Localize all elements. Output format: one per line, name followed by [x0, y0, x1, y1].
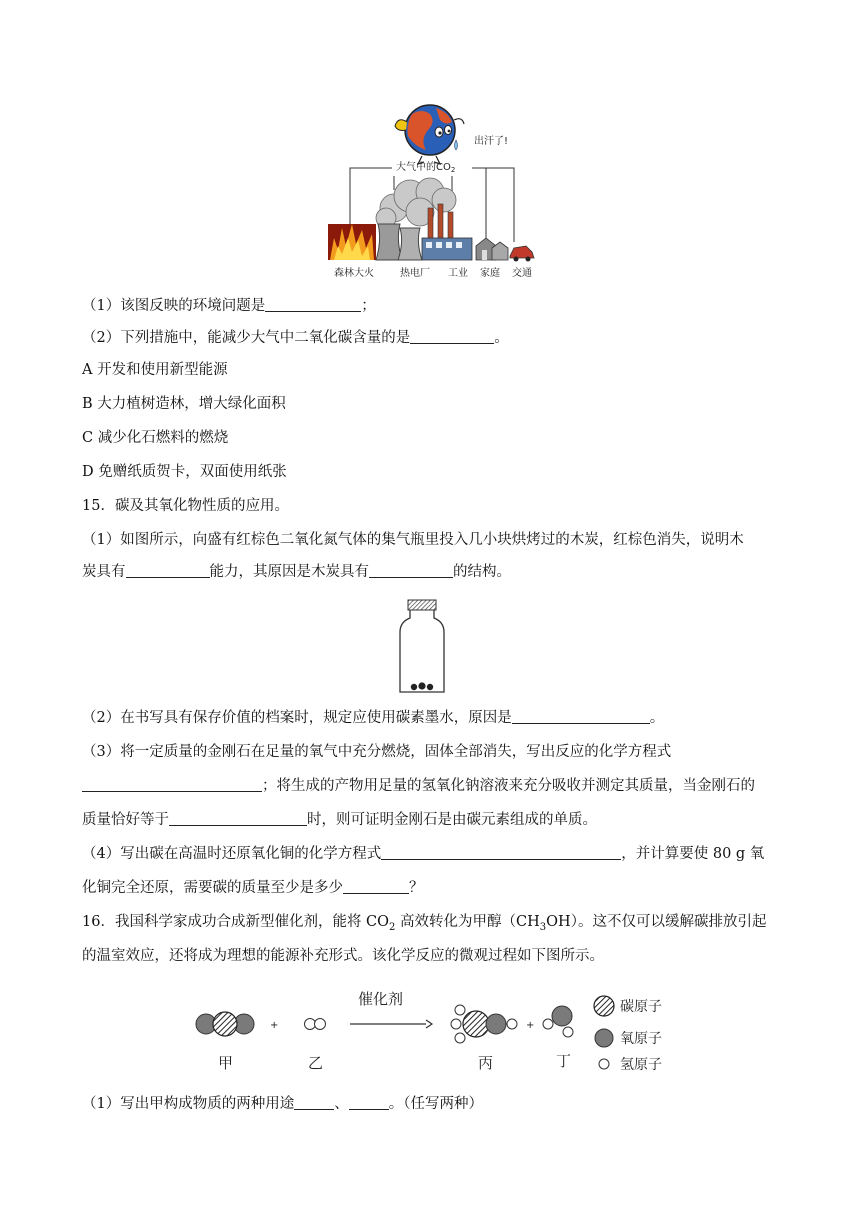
q15-part2-blank	[512, 709, 650, 724]
q16-part1: （1）写出甲构成物质的两种用途 、 。（任写两种）	[82, 1096, 483, 1112]
legend-hydrogen-icon	[599, 1059, 609, 1069]
q14-option-d: D 免赠纸质贺卡，双面使用纸张	[82, 464, 287, 480]
industry-icon	[422, 238, 472, 260]
q16-part1-blank2	[349, 1095, 389, 1110]
source-label-forest-fire: 森林大火	[334, 268, 374, 279]
q15-part3-line3: 质量恰好等于 时，则可证明金刚石是由碳元素组成的单质。	[82, 812, 597, 828]
q15-part4-line1: （4）写出碳在高温时还原氧化铜的化学方程式 ，并计算要使 80 g 氧	[82, 846, 765, 862]
reaction-figure	[186, 980, 676, 1076]
q14-part2: （2）下列措施中，能减少大气中二氧化碳含量的是 。	[82, 330, 509, 346]
sweating-earth-icon	[395, 105, 464, 164]
q15-part3-line2: ；将生成的产物用足量的氢氧化钠溶液来充分吸收并测定其质量，当金刚石的	[82, 776, 755, 796]
gas-jar-figure	[396, 596, 450, 696]
molecule-bing-methanol	[451, 1005, 517, 1043]
source-label-home: 家庭	[480, 268, 500, 279]
reaction-arrow-icon	[350, 1020, 432, 1028]
q14-option-c: C 减少化石燃料的燃烧	[82, 430, 229, 446]
legend-carbon-label: 碳原子	[620, 999, 662, 1015]
gas-jar-icon	[400, 600, 444, 692]
q15-part1-line1: （1）如图所示，向盛有红棕色二氧化氮气体的集气瓶里投入几小块烘烤过的木炭，红棕色消失，说明木	[82, 532, 744, 548]
legend-hydrogen-label: 氢原子	[620, 1057, 662, 1073]
q14-option-a: A 开发和使用新型能源	[82, 362, 228, 378]
house-icon	[476, 238, 508, 260]
q15-part4-line2: 化铜完全还原，需要碳的质量至少是多少 ？	[82, 880, 424, 896]
label-bing: 丙	[478, 1054, 494, 1072]
catalyst-label: 催化剂	[358, 990, 404, 1008]
q14-part2-blank	[410, 329, 494, 344]
q15-part3-line1: （3）将一定质量的金刚石在足量的氧气中充分燃烧，固体全部消失，写出反应的化学方程式	[82, 744, 672, 760]
smoke-cloud-icon	[376, 178, 456, 228]
q14-part1: （1）该图反映的环境问题是 ；	[82, 298, 376, 314]
q15-part3-blank2	[169, 811, 307, 826]
q15-title: 15．碳及其氧化物性质的应用。	[82, 498, 289, 514]
label-yi: 乙	[308, 1054, 324, 1072]
plus-sign-1: +	[270, 1020, 279, 1031]
legend-oxygen-icon	[595, 1029, 613, 1047]
molecule-ding-water	[543, 1006, 573, 1037]
source-label-traffic: 交通	[512, 268, 532, 279]
q16-line2: 的温室效应，还将成为理想的能源补充形式。该化学反应的微观过程如下图所示。	[82, 948, 604, 964]
molecule-jia-co2	[196, 1012, 254, 1036]
legend-oxygen-label: 氧原子	[620, 1031, 662, 1047]
q16-part1-blank1	[294, 1095, 334, 1110]
q15-part1-blank2	[369, 563, 453, 578]
charcoal-pieces-icon	[411, 682, 433, 690]
q15-part1-line2: 炭具有 能力，其原因是木炭具有 的结构。	[82, 564, 511, 580]
label-jia: 甲	[218, 1054, 234, 1072]
source-label-industry: 工业	[448, 268, 468, 279]
car-icon	[510, 246, 534, 262]
legend-carbon-icon	[594, 996, 614, 1016]
q15-part4-blank2	[343, 879, 409, 894]
q15-part4-blank1	[381, 845, 621, 860]
q14-part1-blank	[265, 297, 361, 312]
label-ding: 丁	[556, 1052, 572, 1070]
earth-speech-text: 出汗了!	[474, 136, 509, 147]
legend	[594, 996, 662, 1073]
molecule-yi-h2	[305, 1019, 326, 1030]
co2-label: 大气中的$CO_2$	[396, 162, 456, 174]
forest-fire-icon	[328, 224, 376, 260]
global-warming-figure	[324, 100, 538, 282]
q16-line1: 16．我国科学家成功合成新型催化剂，能将 $CO_2$ 高效转化为甲醇$(CH_3OH)$。这不仅可以缓解碳排放引起	[82, 914, 767, 933]
q15-part1-blank1	[126, 563, 210, 578]
source-label-power-plant: 热电厂	[400, 268, 430, 279]
q15-part3-blank1	[82, 777, 262, 792]
q15-part2: （2）在书写具有保存价值的档案时，规定应使用碳素墨水，原因是 。	[82, 710, 665, 726]
q14-option-b: B 大力植树造林，增大绿化面积	[82, 396, 286, 412]
plus-sign-2: +	[526, 1020, 535, 1031]
